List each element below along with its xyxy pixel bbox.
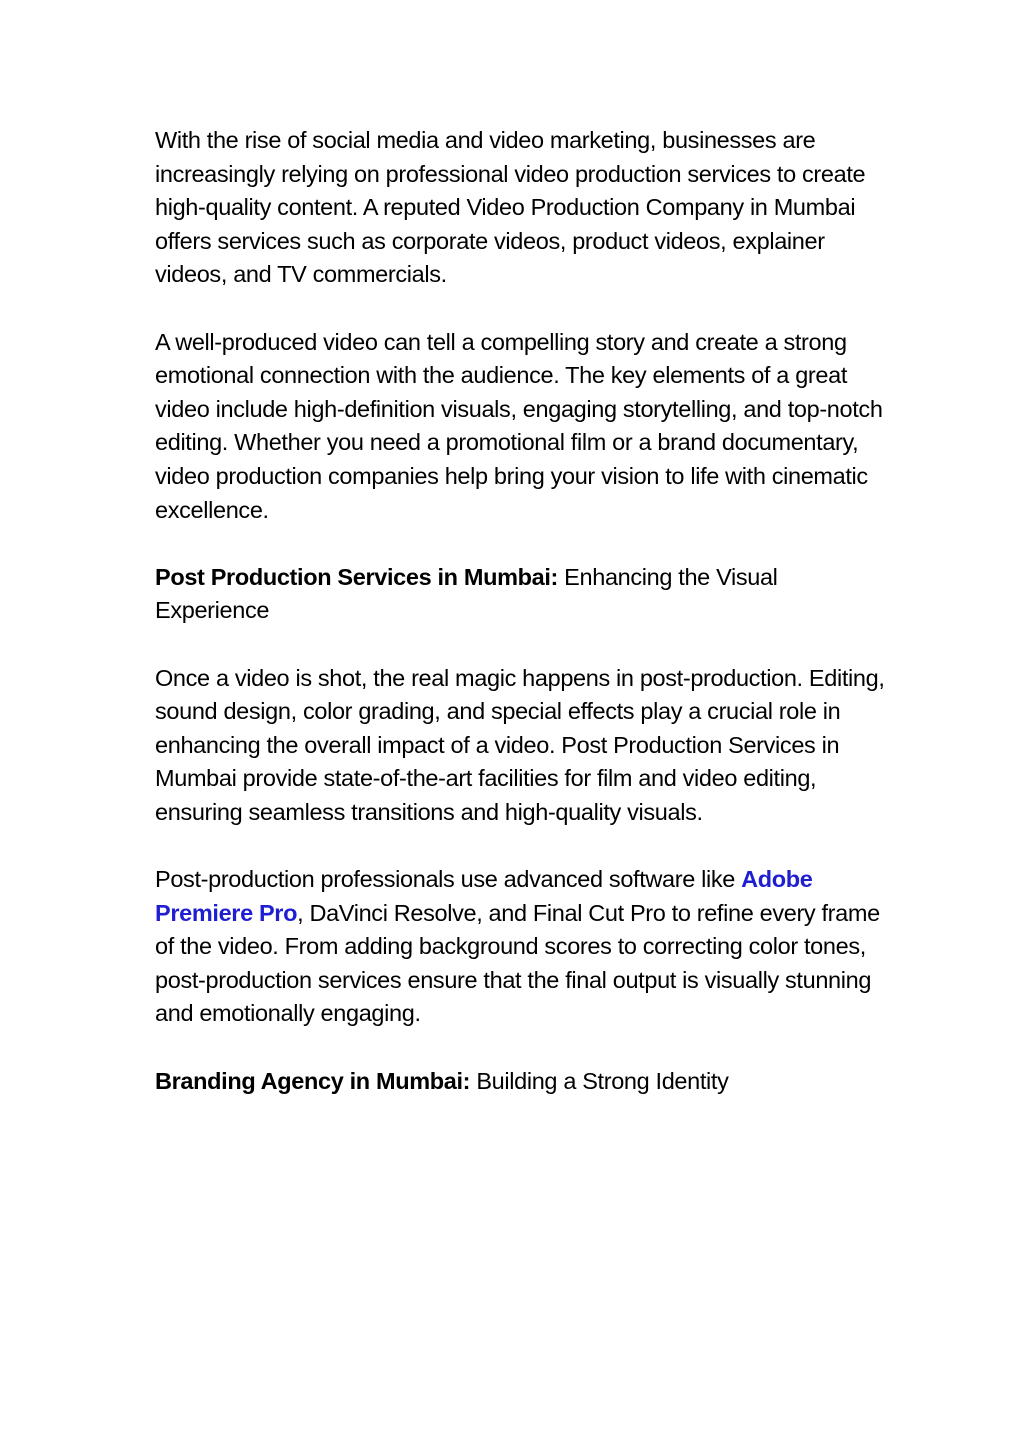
document-page [155,124,895,1132]
paragraph-well-produced-video: A well-produced video can tell a compelling story and create a strong emotional connection with the audience. The key elements of a great video include high-definition visuals, engaging storytelling, and top-notch editing. Whether you need a promotional film or a brand documentary, video production companies help bring your vision to life with cinematic excellence. [155,328,883,523]
heading-branding-agency [155,1065,895,1099]
heading-branding-agency-rest: Building a Strong Identity [470,1067,729,1094]
heading-post-production [155,561,895,628]
heading-post-production-rest: Enhancing the Visual Experience [155,563,778,624]
paragraph-post-production: Once a video is shot, the real magic happens in post-production. Editing, sound design, color grading, and special effects play a crucial role in enhancing the overall impact of a video. Post Production Services in Mumbai provide state-of-the-art facilities for film and video editing, ensuring seamless transitions and high-quality visuals. [155,664,885,825]
paragraph-video-production: With the rise of social media and video marketing, businesses are increasingly relying on professional video production services to create high-quality content. A reputed Video Production Company in Mumbai offers services such as corporate videos, product videos, explainer videos, and TV commercials. [155,127,866,288]
paragraph-software [155,863,895,1031]
paragraph-software-before: Post-production professionals use advanced software like [155,866,742,893]
adobe-premiere-pro-link[interactable]: Adobe Premiere Pro [155,866,813,926]
paragraph-software-after: , DaVinci Resolve, and Final Cut Pro to refine every frame of the video. From adding background scores to correcting color tones, post-production services ensure that the final output is visually stunning and emotionally engaging. [155,899,880,1027]
heading-branding-agency-bold: Branding Agency in Mumbai: [155,1067,471,1094]
heading-post-production-bold: Post Production Services in Mumbai: [155,563,558,590]
